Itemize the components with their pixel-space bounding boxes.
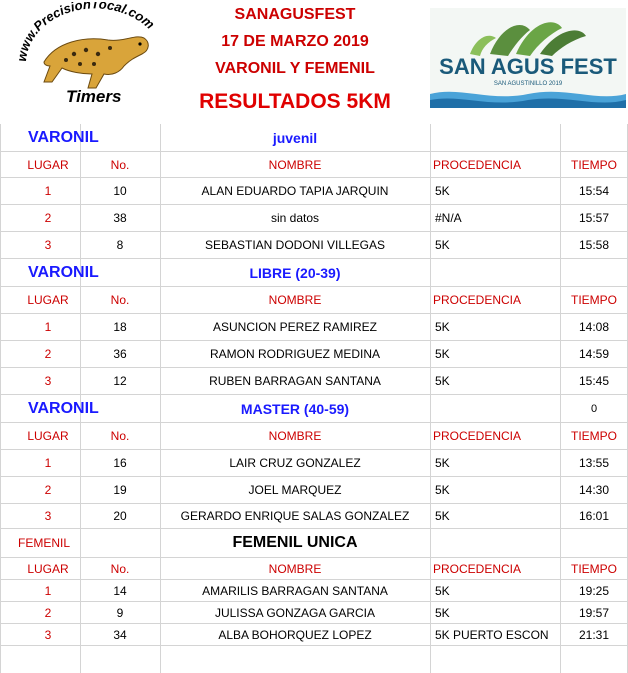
number-cell: 38 bbox=[113, 211, 127, 225]
nombre-cell: JULISSA GONZAGA GARCIA bbox=[214, 605, 376, 620]
table-row bbox=[0, 368, 628, 395]
procedencia-cell: 5K bbox=[435, 483, 450, 497]
nombre-cell: RAMON RODRIGUEZ MEDINA bbox=[209, 347, 380, 361]
nombre-cell: JOEL MARQUEZ bbox=[248, 483, 342, 497]
procedencia-header: PROCEDENCIA bbox=[433, 157, 522, 172]
number-cell: 9 bbox=[116, 605, 124, 620]
category-label: FEMENIL UNICA bbox=[232, 534, 358, 551]
event-name: SANAGUSFEST bbox=[234, 6, 356, 23]
nombre-header: NOMBRE bbox=[268, 429, 322, 443]
lugar-cell: 3 bbox=[44, 627, 52, 642]
table-row bbox=[0, 504, 628, 529]
tiempo-cell: 14:30 bbox=[578, 483, 610, 497]
lugar-cell: 3 bbox=[44, 374, 52, 388]
lugar-header: LUGAR bbox=[27, 293, 69, 307]
nombre-cell: sin datos bbox=[270, 211, 320, 225]
nombre-header: NOMBRE bbox=[268, 293, 322, 307]
category-row bbox=[0, 259, 628, 287]
procedencia-cell: #N/A bbox=[435, 211, 462, 225]
nombre-cell: AMARILIS BARRAGAN SANTANA bbox=[202, 583, 388, 598]
event-divisions: VARONIL Y FEMENIL bbox=[215, 60, 375, 77]
tiempo-cell: 14:08 bbox=[578, 320, 610, 334]
tiempo-cell: 15:54 bbox=[578, 184, 610, 198]
category-row bbox=[0, 529, 628, 558]
lugar-cell: 2 bbox=[44, 347, 52, 361]
lugar-cell: 1 bbox=[44, 184, 52, 198]
table-row bbox=[0, 178, 628, 205]
header-row bbox=[0, 558, 628, 580]
number-header: No. bbox=[110, 293, 130, 307]
lugar-header: LUGAR bbox=[27, 561, 69, 576]
nombre-cell: ALAN EDUARDO TAPIA JARQUIN bbox=[201, 184, 389, 198]
gender-label: VARONIL bbox=[28, 263, 99, 281]
procedencia-cell: 5K bbox=[435, 605, 450, 620]
tiempo-cell: 13:55 bbox=[578, 456, 610, 470]
tiempo-cell: 19:57 bbox=[578, 605, 610, 620]
category-row bbox=[0, 124, 628, 152]
header-row bbox=[0, 287, 628, 314]
lugar-cell: 2 bbox=[44, 483, 52, 497]
lugar-cell: 1 bbox=[44, 583, 52, 598]
nombre-header: NOMBRE bbox=[268, 561, 322, 576]
tiempo-header: TIEMPO bbox=[570, 293, 617, 307]
nombre-cell: ALBA BOHORQUEZ LOPEZ bbox=[218, 627, 372, 642]
tiempo-cell: 14:59 bbox=[578, 347, 610, 361]
procedencia-cell: 5K bbox=[435, 184, 450, 198]
results-title: RESULTADOS 5KM bbox=[199, 90, 391, 113]
lugar-cell: 1 bbox=[44, 456, 52, 470]
procedencia-cell: 5K bbox=[435, 320, 450, 334]
gender-label: VARONIL bbox=[28, 399, 99, 417]
lugar-cell: 2 bbox=[44, 211, 52, 225]
nombre-cell: SEBASTIAN DODONI VILLEGAS bbox=[204, 238, 386, 252]
logo-subtitle-text: SAN AGUSTINILLO 2019 bbox=[493, 81, 563, 87]
lugar-header: LUGAR bbox=[27, 157, 69, 172]
lugar-cell: 1 bbox=[44, 320, 52, 334]
procedencia-cell: 5K bbox=[435, 238, 450, 252]
tiempo-header: TIEMPO bbox=[570, 561, 617, 576]
lugar-cell: 2 bbox=[44, 605, 52, 620]
table-row bbox=[0, 624, 628, 646]
table-row bbox=[0, 602, 628, 624]
gender-label: VARONIL bbox=[28, 128, 99, 146]
number-cell: 19 bbox=[113, 483, 127, 497]
number-cell: 12 bbox=[113, 374, 127, 388]
logo-timers-text: Timers bbox=[66, 87, 122, 106]
procedencia-cell: 5K bbox=[435, 374, 450, 388]
nombre-cell: RUBEN BARRAGAN SANTANA bbox=[209, 374, 381, 388]
lugar-header: LUGAR bbox=[27, 429, 69, 443]
procedencia-cell: 5K bbox=[435, 509, 450, 523]
number-cell: 34 bbox=[113, 627, 127, 642]
number-cell: 14 bbox=[113, 583, 127, 598]
nombre-header: NOMBRE bbox=[268, 157, 322, 172]
number-header: No. bbox=[110, 157, 130, 172]
san-agus-fest-logo bbox=[430, 8, 626, 108]
nombre-cell: LAIR CRUZ GONZALEZ bbox=[229, 456, 361, 470]
category-row bbox=[0, 395, 628, 423]
tiempo-cell: 15:45 bbox=[578, 374, 610, 388]
number-cell: 16 bbox=[113, 456, 127, 470]
tiempo-header: TIEMPO bbox=[570, 157, 617, 172]
tiempo-cell: 15:58 bbox=[578, 238, 610, 252]
table-row bbox=[0, 314, 628, 341]
procedencia-header: PROCEDENCIA bbox=[433, 429, 522, 443]
table-row bbox=[0, 580, 628, 602]
tiempo-cell: 16:01 bbox=[578, 509, 610, 523]
procedencia-header: PROCEDENCIA bbox=[433, 293, 522, 307]
number-cell: 20 bbox=[113, 509, 127, 523]
category-label: MASTER (40-59) bbox=[240, 400, 350, 417]
logo-title-text: SAN AGUS FEST bbox=[439, 54, 617, 79]
nombre-cell: ASUNCION PEREZ RAMIREZ bbox=[212, 320, 377, 334]
header-row bbox=[0, 152, 628, 178]
tiempo-header: TIEMPO bbox=[570, 429, 617, 443]
number-cell: 18 bbox=[113, 320, 127, 334]
table-row bbox=[0, 450, 628, 477]
gender-label: FEMENIL bbox=[18, 536, 71, 550]
table-row bbox=[0, 341, 628, 368]
event-date: 17 DE MARZO 2019 bbox=[221, 33, 369, 50]
logo-url-text: www.PrecisionTocal.com bbox=[13, 2, 158, 63]
procedencia-header: PROCEDENCIA bbox=[433, 561, 522, 576]
tiempo-cell: 19:25 bbox=[578, 583, 610, 598]
category-label: juvenil bbox=[272, 129, 318, 146]
procedencia-cell: 5K bbox=[435, 347, 450, 361]
category-label: LIBRE (20-39) bbox=[249, 264, 341, 281]
precision-timers-logo bbox=[4, 2, 172, 110]
procedencia-cell: 5K bbox=[435, 456, 450, 470]
number-header: No. bbox=[110, 429, 130, 443]
number-cell: 10 bbox=[113, 184, 127, 198]
tiempo-cell: 21:31 bbox=[578, 627, 610, 642]
procedencia-cell: 5K bbox=[435, 583, 450, 598]
table-row bbox=[0, 477, 628, 504]
nombre-cell: GERARDO ENRIQUE SALAS GONZALEZ bbox=[180, 509, 410, 523]
procedencia-cell: 5K PUERTO ESCON bbox=[435, 627, 549, 642]
number-header: No. bbox=[110, 561, 130, 576]
lugar-cell: 3 bbox=[44, 509, 52, 523]
leopard-icon bbox=[44, 37, 148, 88]
lugar-cell: 3 bbox=[44, 238, 52, 252]
number-cell: 8 bbox=[116, 238, 124, 252]
number-cell: 36 bbox=[113, 347, 127, 361]
table-row bbox=[0, 205, 628, 232]
header-row bbox=[0, 423, 628, 450]
table-row bbox=[0, 232, 628, 259]
tiempo-cell: 15:57 bbox=[578, 211, 610, 225]
extra-value: 0 bbox=[590, 402, 598, 415]
